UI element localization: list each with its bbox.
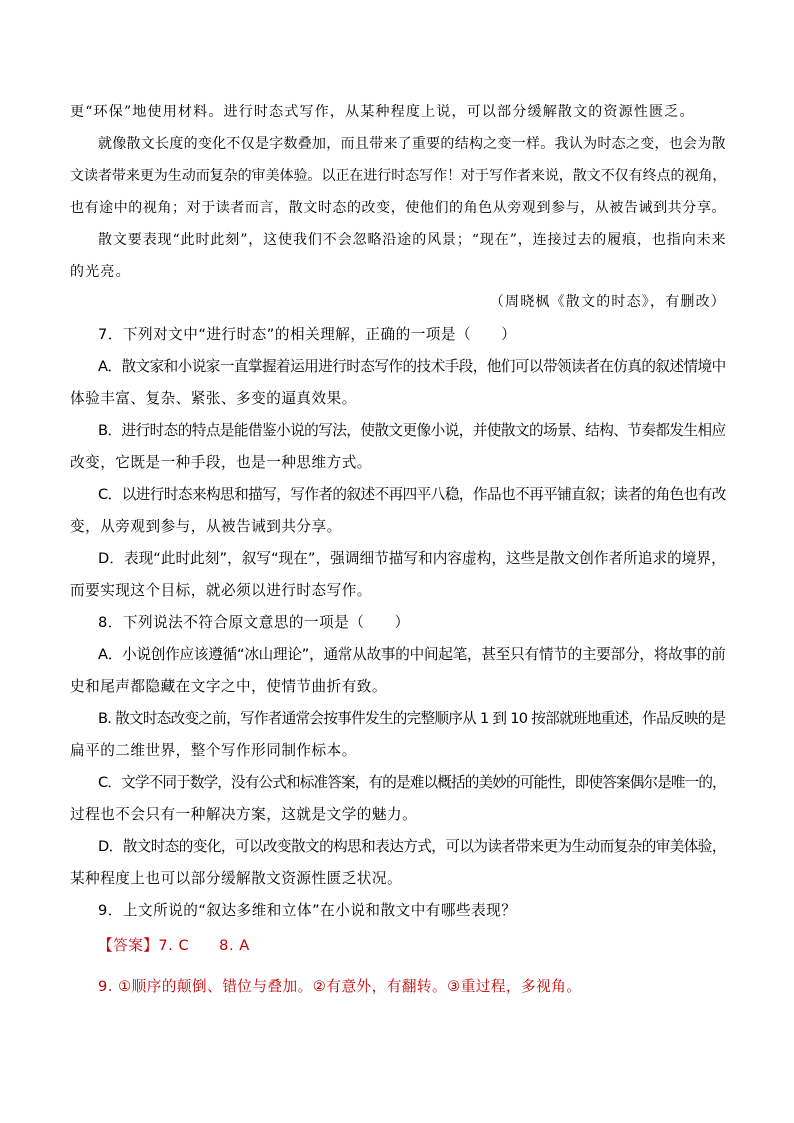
question-7-option-b-line-2: 改变，它既是一种手段，也是一种思维方式。 (70, 454, 372, 471)
answer-7: 7. C (158, 937, 190, 954)
passage-line-3: 文读者带来更为生动而复杂的审美体验。以正在进行时态写作！对于写作者来说，散文不仅有终点的视角， (70, 168, 727, 184)
passage-line-2: 就像散文长度的变化不仅是字数叠加，而且带来了重要的结构之变一样。我认为时态之变，也会为散 (98, 136, 726, 152)
passage-line-4: 也有途中的视角；对于读者而言，散文时态的改变，使他们的角色从旁观到参与，从被告诫到共分享。 (70, 200, 726, 216)
answer-line (98, 934, 250, 955)
passage-line-6: 的光亮。 (70, 264, 131, 280)
question-7-option-b-line-1: B．进行时态的特点是能借鉴小说的写法，使散文更像小说，并使散文的场景、结构、节奏都发生相应 (98, 422, 726, 439)
passage-line-1: 更“环保”地使用材料。进行时态式写作，从某种程度上说，可以部分缓解散文的资源性匮乏。 (70, 104, 695, 120)
question-7-option-c-line-2: 变，从旁观到参与，从被告诫到共分享。 (70, 518, 342, 535)
passage-line-5: 散文要表现“此时此刻”，这使我们不会忽略沿途的风景；“现在”，连接过去的履痕，也指向未来 (98, 232, 727, 248)
question-8-option-c-line-1: C．文学不同于数学，没有公式和标准答案，有的是难以概括的美妙的可能性，即使答案偶尔是唯一的， (98, 774, 726, 791)
answer-8: 8. A (219, 937, 250, 954)
question-7-option-d-line-2: 而要实现这个目标，就必须以进行时态写作。 (70, 582, 372, 599)
question-7-option-c-line-1: C．以进行时态来构思和描写，写作者的叙述不再四平八稳，作品也不再平铺直叙；读者的角色也有改 (98, 486, 726, 503)
passage-credit: （周晓枫《散文的时态》，有删改） (489, 294, 726, 310)
question-8-option-a-line-1: A．小说创作应该遵循“冰山理论”，通常从故事的中间起笔，甚至只有情节的主要部分，将故事的前 (98, 646, 726, 663)
answer-label: 【答案】 (98, 937, 159, 954)
question-8-option-b-line-1: B. 散文时态改变之前，写作者通常会按事件发生的完整顺序从 1 到 10 按部就班地重述，作品反映的是 (98, 710, 726, 727)
question-8-option-d-line-1: D．散文时态的变化，可以改变散文的构思和表达方式，可以为读者带来更为生动而复杂的审美体验， (98, 838, 726, 855)
question-7-stem: 7．下列对文中“进行时态”的相关理解，正确的一项是（ ） (98, 326, 517, 343)
question-7-option-a-line-2: 体验丰富、复杂、紧张、多变的逼真效果。 (70, 390, 357, 407)
question-8-stem: 8．下列说法不符合原文意思的一项是（ ） (98, 614, 410, 631)
question-9-stem: 9．上文所说的“叙达多维和立体”在小说和散文中有哪些表现？ (98, 902, 517, 919)
question-8-option-c-line-2: 过程也不会只有一种解决方案，这就是文学的魅力。 (70, 806, 418, 823)
question-7-option-a-line-1: A．散文家和小说家一直掌握着运用进行时态写作的技术手段，他们可以带领读者在仿真的叙述情境中 (98, 358, 726, 375)
question-8-option-a-line-2: 史和尾声都隐藏在文字之中，使情节曲折有致。 (70, 678, 387, 695)
question-7-option-d-line-1: D．表现“此时此刻”，叙写“现在”，强调细节描写和内容虚构，这些是散文创作者所追求的境界， (98, 550, 726, 567)
question-8-option-d-line-2: 某种程度上也可以部分缓解散文资源性匮乏状况。 (70, 870, 403, 887)
answer-9: 9. ①顺序的颠倒、错位与叠加。②有意外，有翻转。③重过程，多视角。 (98, 978, 582, 995)
question-8-option-b-line-2: 扁平的二维世界，整个写作形同制作标本。 (70, 742, 357, 759)
